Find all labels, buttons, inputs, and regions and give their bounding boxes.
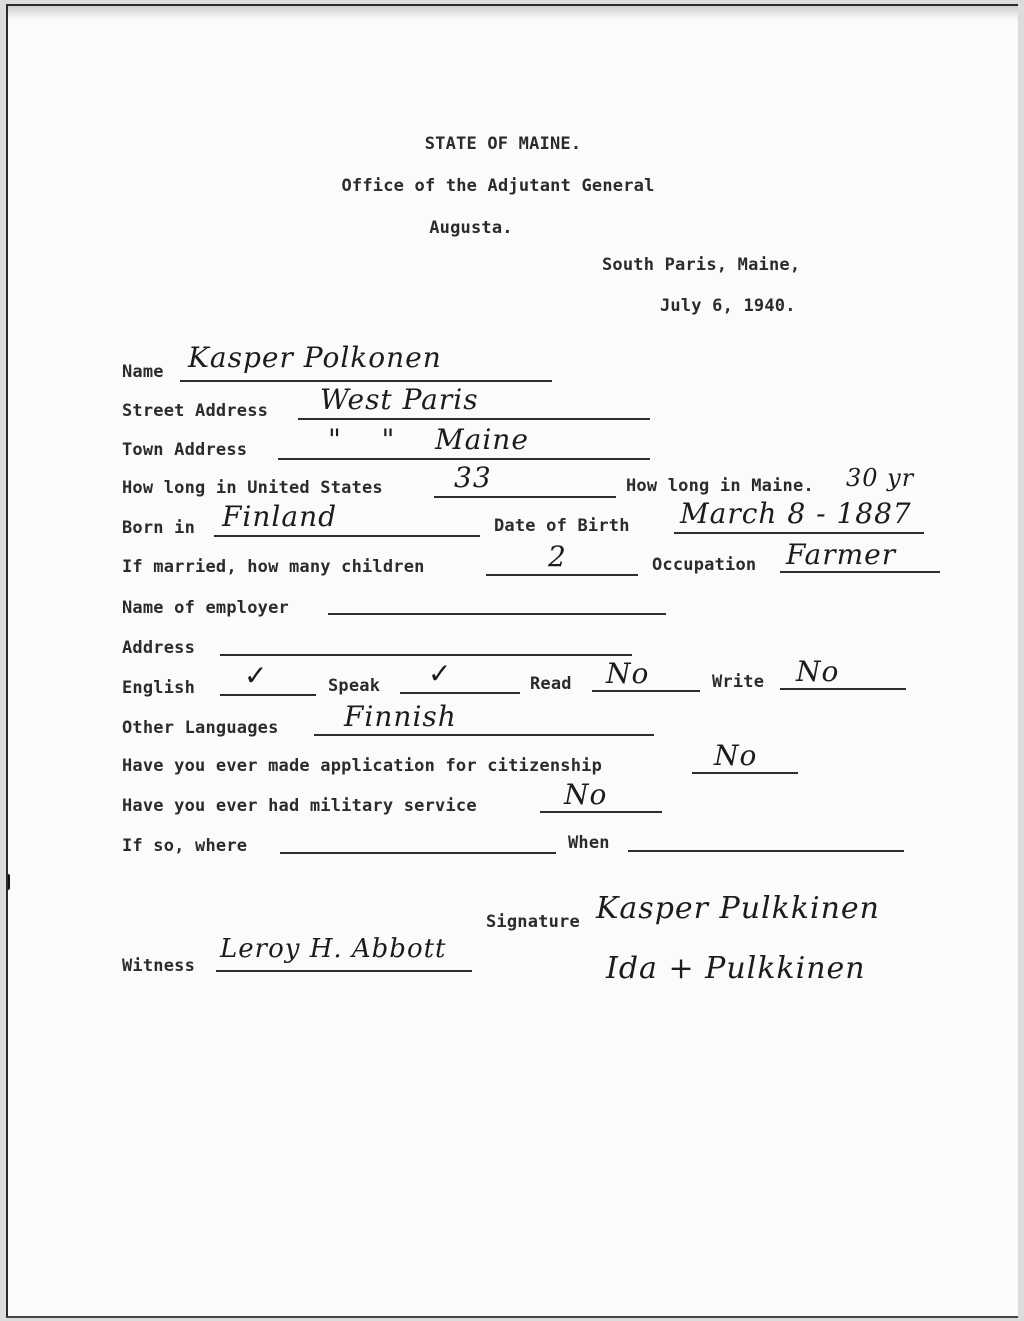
header-city: Augusta. (429, 218, 513, 238)
label-town: Town Address (122, 440, 248, 460)
value-town: " " Maine (328, 423, 529, 456)
value-children: 2 (548, 540, 567, 573)
line-speak (400, 692, 520, 694)
line-children (486, 574, 638, 576)
label-address: Address (122, 638, 196, 658)
label-citizenship: Have you ever made application for citizenship (122, 756, 603, 776)
line-write (780, 688, 906, 690)
line-dob (674, 532, 924, 534)
label-how-long-maine: How long in Maine. (626, 476, 814, 496)
value-english: ✓ (244, 659, 269, 692)
label-children: If married, how many children (122, 557, 425, 577)
line-witness (216, 970, 472, 972)
signature-primary: Kasper Pulkkinen (596, 891, 880, 926)
line-street (298, 418, 650, 420)
label-speak: Speak (328, 676, 381, 696)
line-when (628, 850, 904, 852)
value-other-languages: Finnish (344, 700, 457, 733)
line-address (220, 654, 632, 656)
line-other-languages (314, 734, 654, 736)
value-born-in: Finland (222, 500, 338, 533)
label-when: When (568, 833, 610, 853)
label-if-so-where: If so, where (122, 836, 248, 856)
value-name: Kasper Polkonen (188, 341, 442, 374)
label-employer: Name of employer (122, 598, 289, 618)
header-date: July 6, 1940. (660, 296, 796, 316)
label-military: Have you ever had military service (122, 796, 477, 816)
label-dob: Date of Birth (494, 516, 630, 536)
label-witness: Witness (122, 956, 196, 976)
line-employer (328, 613, 666, 615)
line-read (592, 690, 700, 692)
line-military (540, 811, 662, 813)
document-page (6, 4, 1018, 1318)
label-signature: Signature (486, 912, 580, 932)
label-other-languages: Other Languages (122, 718, 279, 738)
top-scan-shadow (8, 6, 1018, 20)
header-state: STATE OF MAINE. (424, 134, 582, 154)
line-english (220, 694, 316, 696)
value-how-long-maine: 30 yr (846, 464, 915, 492)
line-citizenship (692, 772, 798, 774)
value-how-long-us: 33 (454, 461, 492, 494)
witness-signature: Leroy H. Abbott (220, 934, 447, 964)
line-how-long-us (434, 496, 616, 498)
signature-secondary: Ida + Pulkkinen (606, 951, 866, 986)
line-occupation (780, 571, 940, 573)
line-name (180, 380, 552, 382)
line-town (278, 458, 650, 460)
header-office: Office of the Adjutant General (341, 176, 655, 196)
line-if-so-where (280, 852, 556, 854)
label-occupation: Occupation (652, 555, 757, 575)
label-name: Name (122, 362, 164, 382)
punch-mark (6, 874, 10, 890)
label-read: Read (530, 674, 572, 694)
line-born-in (214, 535, 480, 537)
value-write: No (796, 655, 840, 688)
label-write: Write (712, 672, 765, 692)
value-military: No (564, 778, 608, 811)
label-born-in: Born in (122, 518, 196, 538)
label-english: English (122, 678, 196, 698)
value-street: West Paris (320, 383, 479, 416)
value-read: No (606, 657, 650, 690)
header-location: South Paris, Maine, (602, 255, 801, 275)
value-occupation: Farmer (786, 538, 897, 571)
value-citizenship: No (714, 739, 758, 772)
value-speak: ✓ (428, 657, 453, 690)
label-how-long-us: How long in United States (122, 478, 383, 498)
value-dob: March 8 - 1887 (680, 497, 912, 530)
label-street: Street Address (122, 401, 269, 421)
